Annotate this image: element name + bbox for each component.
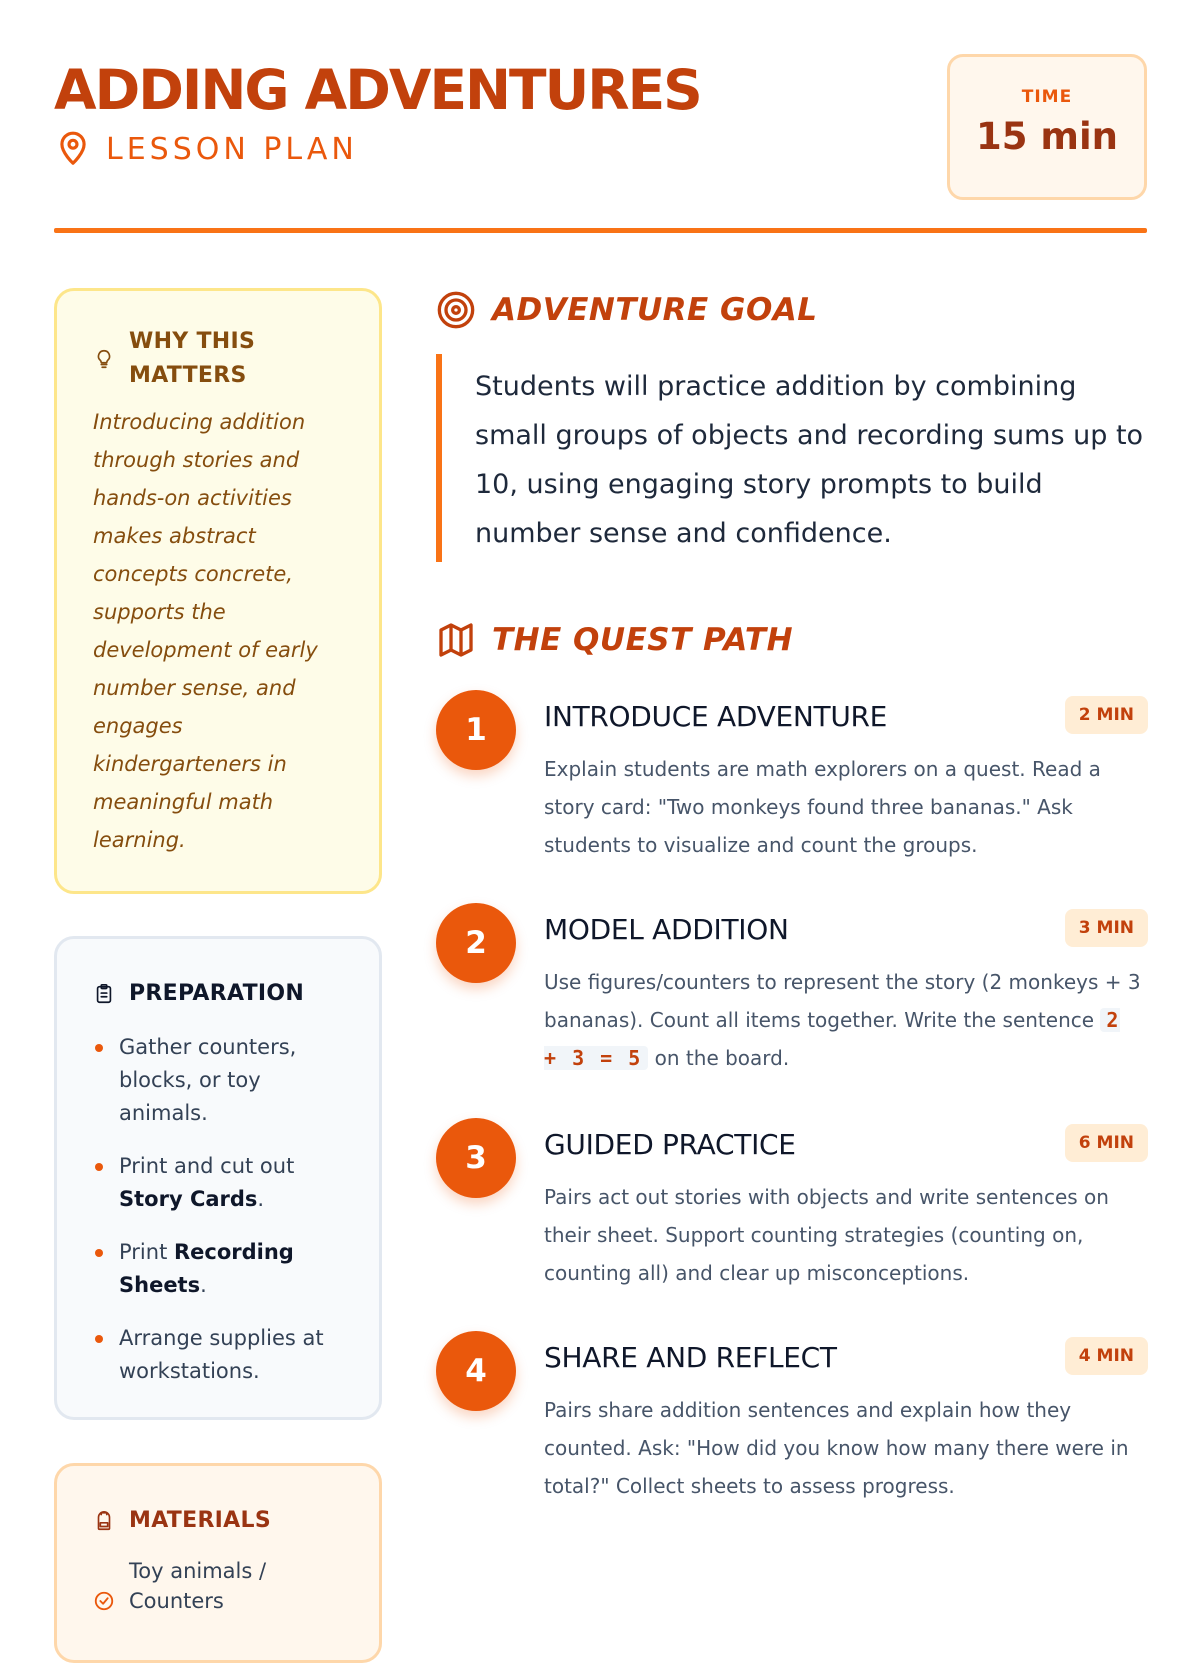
map-icon: [436, 620, 476, 660]
step-number: 2: [436, 903, 516, 983]
why-card: [54, 288, 382, 894]
header: [54, 50, 1147, 240]
why-title: WHY THIS MATTERS: [129, 329, 256, 388]
step-title: MODEL ADDITION: [544, 913, 789, 946]
prep-after: .: [200, 1273, 207, 1297]
time-label: TIME: [1021, 87, 1073, 107]
list-item: [93, 1031, 345, 1130]
step-number: 3: [436, 1118, 516, 1198]
step-number: 1: [436, 690, 516, 770]
list-item: [93, 1322, 345, 1388]
check-circle-icon: [93, 1590, 115, 1612]
list-item: [93, 1556, 329, 1616]
lightbulb-icon: [93, 348, 115, 370]
preparation-header: [93, 977, 304, 1011]
step-number: 4: [436, 1331, 516, 1411]
list-item: [93, 1150, 345, 1216]
quest-header: [436, 620, 793, 660]
why-text: Introducing addition through stories and hands-on activities makes abstract concepts concrete, supports the development of early number sense, and engages kindergarteners in meaningful math learning.: [93, 410, 318, 852]
step-duration-badge: 3 MIN: [1065, 909, 1148, 947]
subtitle-row: [54, 130, 358, 168]
prep-bold: Recording Sheets: [119, 1240, 294, 1297]
quest-step: [436, 1331, 1148, 1521]
page-subtitle: LESSON PLAN: [106, 131, 358, 167]
step-description-after: on the board.: [654, 1046, 790, 1070]
preparation-title: PREPARATION: [129, 981, 305, 1006]
materials-card: [54, 1463, 382, 1663]
equation-code: 2 + 3 = 5: [544, 1008, 1121, 1070]
why-header: [93, 325, 269, 393]
goal-quote: [436, 354, 1148, 562]
quest-title: THE QUEST PATH: [492, 622, 794, 658]
quest-step: [436, 903, 1148, 1093]
goal-title: ADVENTURE GOAL: [492, 292, 818, 328]
step-description: [544, 963, 1144, 1077]
step-duration-badge: 2 MIN: [1065, 696, 1148, 734]
list-item: [93, 1236, 345, 1302]
map-pin-icon: [54, 130, 92, 168]
step-title: INTRODUCE ADVENTURE: [544, 700, 888, 733]
goal-text: Students will practice addition by combining small groups of objects and recording sums up to 10, using engaging story prompts to build number sense and confidence.: [475, 371, 1144, 549]
materials-header: [93, 1504, 271, 1538]
goal-header: [436, 290, 818, 330]
materials-title: MATERIALS: [129, 1508, 271, 1533]
prep-text: Print and cut out: [119, 1154, 295, 1178]
bullet-icon: [95, 1249, 103, 1257]
page-title: ADDING ADVENTURES: [54, 58, 701, 122]
backpack-icon: [93, 1510, 115, 1532]
bullet-icon: [95, 1163, 103, 1171]
bullet-icon: [95, 1335, 103, 1343]
step-description: Pairs share addition sentences and explain how they counted. Ask: "How did you know how many there were in total?" Collect sheets to assess progress.: [544, 1398, 1129, 1498]
quest-step: [436, 690, 1148, 880]
prep-after: .: [257, 1187, 265, 1211]
step-description: Pairs act out stories with objects and write sentences on their sheet. Support counting strategies (counting on, counting all) and clear up misconceptions.: [544, 1185, 1109, 1285]
clipboard-icon: [93, 983, 115, 1005]
quest-step: [436, 1118, 1148, 1308]
material-text: Toy animals / Counters: [129, 1559, 267, 1613]
header-divider: [54, 228, 1147, 233]
preparation-card: [54, 936, 382, 1420]
preparation-list: [93, 1031, 345, 1408]
prep-text: Print: [119, 1240, 174, 1264]
target-icon: [436, 290, 476, 330]
time-value: 15 min: [976, 115, 1118, 158]
prep-bold: Story Cards: [119, 1187, 258, 1211]
bullet-icon: [95, 1044, 103, 1052]
step-duration-badge: 4 MIN: [1065, 1337, 1148, 1375]
step-title: SHARE AND REFLECT: [544, 1341, 837, 1374]
prep-text: Arrange supplies at workstations.: [119, 1326, 324, 1383]
prep-text: Gather counters, blocks, or toy animals.: [119, 1035, 297, 1125]
step-duration-badge: 6 MIN: [1065, 1124, 1148, 1162]
step-title: GUIDED PRACTICE: [544, 1128, 796, 1161]
step-description: Explain students are math explorers on a quest. Read a story card: "Two monkeys found three bananas." Ask students to visualize and count the groups.: [544, 757, 1101, 857]
step-description-text: Use figures/counters to represent the story (2 monkeys + 3 bananas). Count all items together. Write the sentence: [544, 970, 1141, 1032]
time-badge: [947, 54, 1147, 200]
